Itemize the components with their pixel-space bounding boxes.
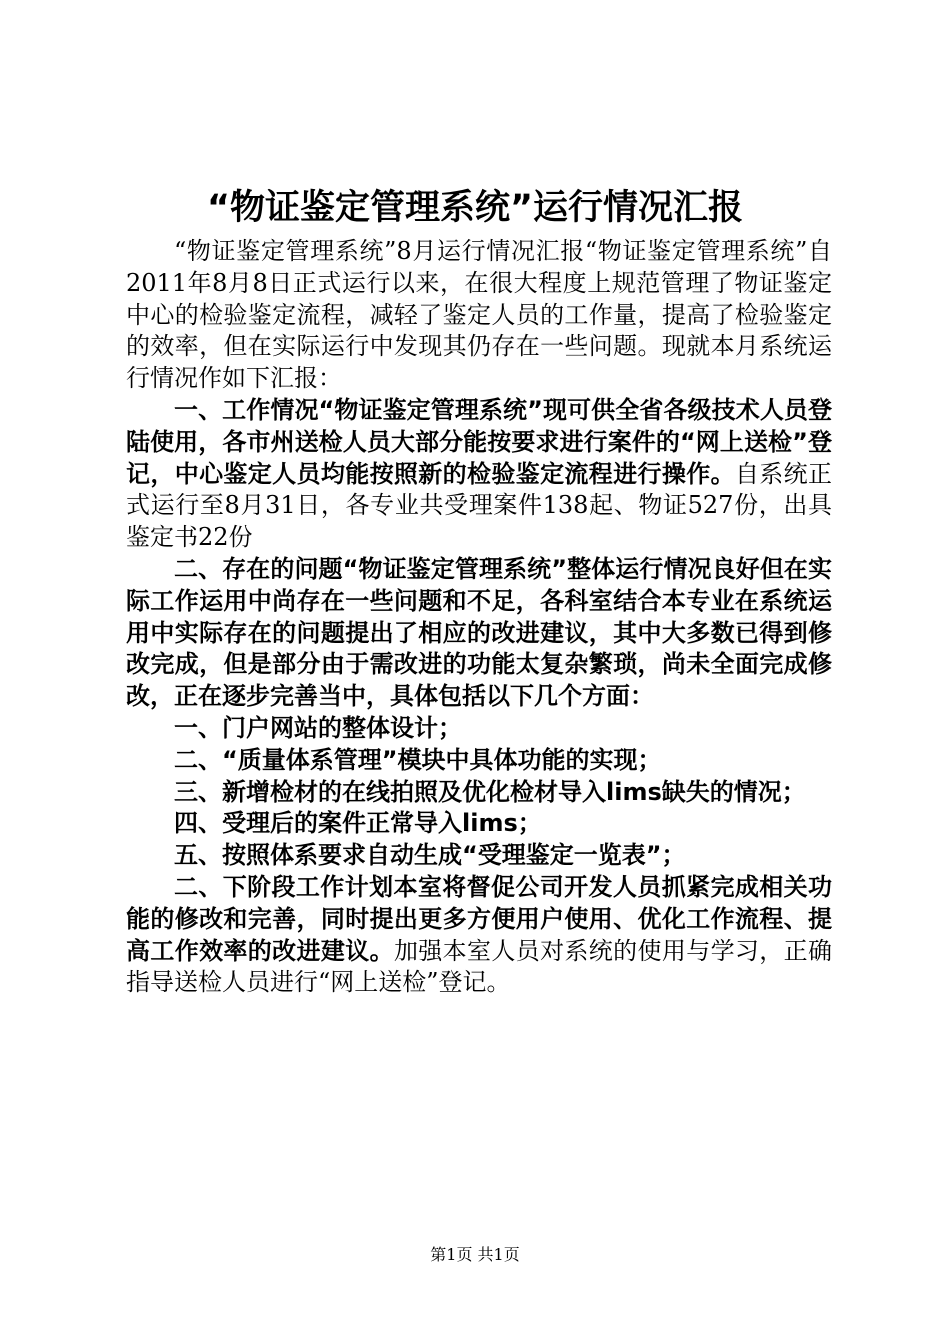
page-footer: 第1页 共1页	[430, 1245, 520, 1264]
intro-paragraph: “物证鉴定管理系统”8月运行情况汇报“物证鉴定管理系统”自2011年8月8日正式运行以来，在很大程度上规范管理了物证鉴定中心的检验鉴定流程，减轻了鉴定人员的工作量，提高了检验鉴定的效率，但在实际运行中发现其仍存在一些问题。现就本月系统运行情况作如下汇报：	[126, 237, 832, 393]
document-title: “物证鉴定管理系统”运行情况汇报	[206, 188, 743, 228]
list-item: 三、新增检材的在线拍照及优化检材导入lims缺失的情况；	[174, 777, 806, 806]
section-work-status-stats: 自系统正式运行至8月31日，各专业共受理案件138起、物证527份，出具鉴定书22份	[126, 459, 833, 552]
document-body	[126, 236, 832, 999]
list-item: 二、“质量体系管理”模块中具体功能的实现；	[174, 745, 662, 774]
list-item: 一、门户网站的整体设计；	[174, 713, 462, 742]
list-item: 五、按照体系要求自动生成“受理鉴定一览表”；	[174, 841, 686, 870]
section-next-plan-tail: 加强本室人员对系统的使用与学习，正确指导送检人员进行“网上送检”登记。	[126, 936, 833, 997]
section-next-plan-text: 二、下阶段工作计划本室将督促公司开发人员抓紧完成相关功能的修改和完善，同时提出更多方便用户使用、优化工作流程、提高工作效率的改进建议。	[126, 872, 832, 965]
section-problems: 二、存在的问题“物证鉴定管理系统”整体运行情况良好但在实际工作运用中尚存在一些问题和不足，各科室结合本专业在系统运用中实际存在的问题提出了相应的改进建议，其中大多数已得到修改完成，但是部分由于需改进的功能太复杂繁琐，尚未全面完成修改，正在逐步完善当中，具体包括以下几个方面：	[126, 554, 832, 711]
section-work-status-text: 一、工作情况“物证鉴定管理系统”现可供全省各级技术人员登陆使用，各市州送检人员大部分能按要求进行案件的“网上送检”登记，中心鉴定人员均能按照新的检验鉴定流程进行操作。	[126, 395, 832, 488]
list-item: 四、受理后的案件正常导入lims；	[174, 809, 542, 838]
section-next-plan	[126, 872, 832, 999]
section-work-status	[126, 395, 832, 554]
